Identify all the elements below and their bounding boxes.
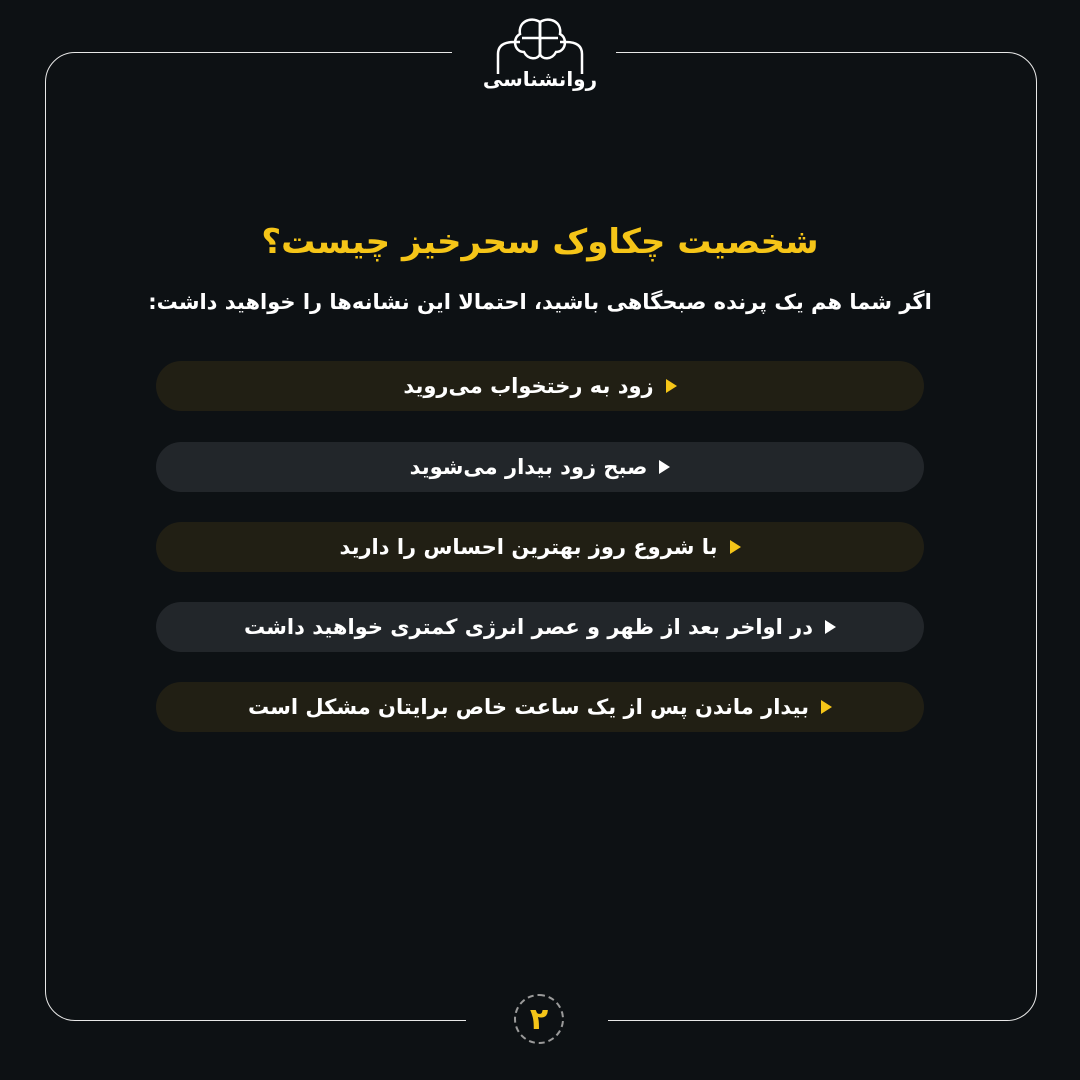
page-title: شخصیت چکاوک سحرخیز چیست؟ bbox=[261, 222, 819, 262]
list-item bbox=[156, 442, 924, 492]
list-item bbox=[156, 522, 924, 572]
list-item-text: صبح زود بیدار می‌شوید bbox=[409, 455, 648, 479]
bullet-triangle-icon bbox=[825, 620, 836, 634]
list-item-text: بیدار ماندن پس از یک ساعت خاص برایتان مشکل است bbox=[248, 695, 809, 719]
list-item-text: در اواخر بعد از ظهر و عصر انرژی کمتری خواهید داشت bbox=[244, 615, 813, 639]
bullet-triangle-icon bbox=[666, 379, 677, 393]
page-subtitle: اگر شما هم یک پرنده صبحگاهی باشید، احتمالا این نشانه‌ها را خواهید داشت: bbox=[148, 290, 932, 314]
bullet-triangle-icon bbox=[821, 700, 832, 714]
bullet-triangle-icon bbox=[730, 540, 741, 554]
bullet-triangle-icon bbox=[659, 460, 670, 474]
list-item bbox=[156, 682, 924, 732]
list-item-text: زود به رختخواب می‌روید bbox=[403, 374, 654, 398]
brain-icon bbox=[482, 14, 598, 94]
svg-text:روانشناسی: روانشناسی bbox=[482, 67, 598, 91]
list-item bbox=[156, 602, 924, 652]
list-item bbox=[156, 361, 924, 411]
brand-logo bbox=[482, 14, 598, 94]
page-number: ۲ bbox=[514, 994, 564, 1044]
list-item-text: با شروع روز بهترین احساس را دارید bbox=[339, 535, 718, 559]
